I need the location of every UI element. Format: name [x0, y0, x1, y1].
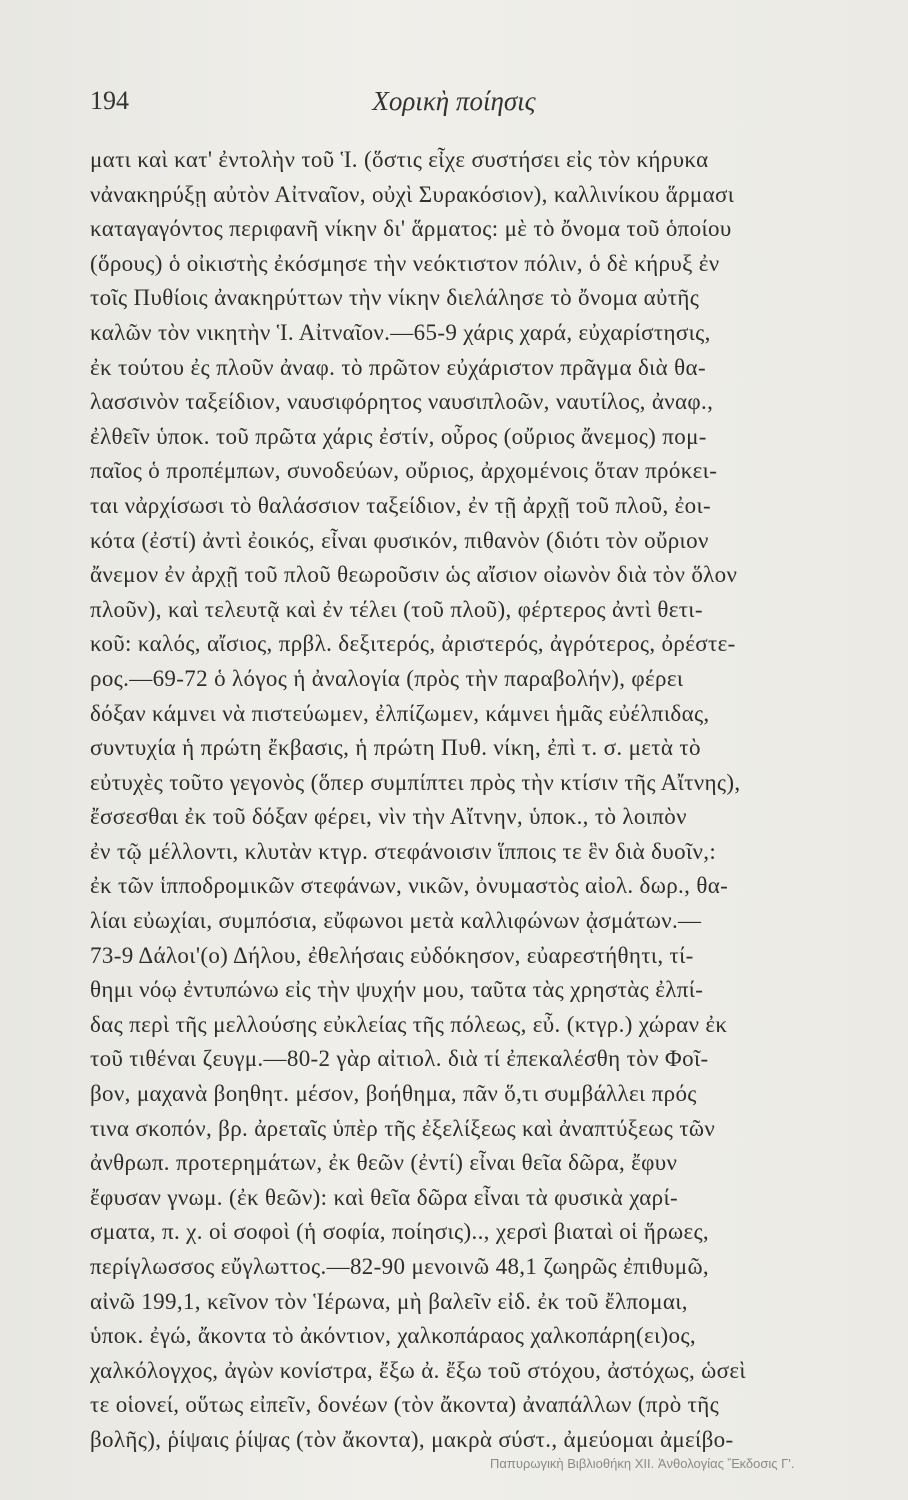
text-line: πλοῦν), καὶ τελευτᾷ καὶ ἐν τέλει (τοῦ πλοῦ), φέρτερος ἀντὶ θετι-: [90, 596, 703, 622]
text-line: περίγλωσσος εὔγλωττος.—82-90 μενοινῶ 48,1 ζωηρῶς ἐπιθυμῶ,: [90, 1254, 710, 1279]
page-number: 194: [90, 86, 129, 115]
text-line: καλῶν τὸν νικητὴν Ἱ. Αἰτναῖον.—65-9 χάρις χαρά, εὐχαρίστησις,: [90, 319, 711, 345]
text-line: ἔσσεσθαι ἐκ τοῦ δόξαν φέρει, νὶν τὴν Αἴτνην, ὑποκ., τὸ λοιπὸν: [90, 804, 687, 830]
text-line: ἐκ τούτου ἐς πλοῦν ἀναφ. τὸ πρῶτον εὐχάριστον πρᾶγμα διὰ θα-: [90, 354, 706, 380]
text-line: ἐκ τῶν ἱπποδρομικῶν στεφάνων, νικῶν, ὀνυμαστὸς αἰολ. δωρ., θα-: [90, 873, 729, 899]
text-line: τοῖς Πυθίοις ἀνακηρύττων τὴν νίκην διελάλησε τὸ ὄνομα αὐτῆς: [90, 285, 700, 311]
text-line: σματα, π. χ. οἱ σοφοὶ (ἡ σοφία, ποίησις).., χερσὶ βιαταὶ οἱ ἥρωες,: [90, 1219, 710, 1245]
text-line: βον, μαχανὰ βοηθητ. μέσον, βοήθημα, πᾶν ὅ,τι συμβάλλει πρός: [90, 1081, 697, 1107]
text-line: συντυχία ἡ πρώτη ἔκβασις, ἡ πρώτη Πυθ. νίκη, ἐπὶ τ. σ. μετὰ τὸ: [90, 735, 701, 761]
text-line: χαλκόλογχος, ἀγὼν κονίστρα, ἔξω ἀ. ἔξω τοῦ στόχου, ἀστόχως, ὡσεὶ: [90, 1357, 746, 1383]
page-header: [0, 86, 908, 126]
text-line: ται νἀρχίσωσι τὸ θαλάσσιον ταξείδιον, ἐν τῇ ἀρχῇ τοῦ πλοῦ, ἐοι-: [90, 492, 712, 518]
text-line: ἐν τῷ μέλλοντι, κλυτὰν κτγρ. στεφάνοισιν ἵπποις τε ἓν διὰ δυοῖν,:: [90, 838, 717, 864]
text-line: παῖος ὁ προπέμπων, συνοδεύων, οὔριος, ἀρχομένοις ὅταν πρόκει-: [90, 458, 718, 484]
text-line: ἄνεμον ἐν ἀρχῇ τοῦ πλοῦ θεωροῦσιν ὡς αἴσιον οἰωνὸν διὰ τὸν ὅλον: [90, 562, 738, 588]
text-line: ὑποκ. ἐγώ, ἄκοντα τὸ ἀκόντιον, χαλκοπάραος χαλκοπάρη(ει)ος,: [90, 1323, 696, 1349]
text-line: βολῆς), ῥίψαις ῥίψας (τὸν ἄκοντα), μακρὰ σύστ., ἀμεύομαι ἀμείβο-: [90, 1426, 734, 1452]
text-line: 73-9 Δάλοι'(ο) Δήλου, ἐθελήσαις εὐδόκησον, εὐαρεστήθητι, τί-: [90, 942, 694, 968]
text-line: δας περὶ τῆς μελλούσης εὐκλείας τῆς πόλεως, εὖ. (κτγρ.) χώραν ἐκ: [90, 1011, 728, 1037]
text-line: ἔφυσαν γνωμ. (ἐκ θεῶν): καὶ θεῖα δῶρα εἶναι τὰ φυσικὰ χαρί-: [90, 1184, 679, 1210]
text-line: τινα σκοπόν, βρ. ἀρεταῖς ὑπὲρ τῆς ἐξελίξεως καὶ ἀναπτύξεως τῶν: [90, 1115, 716, 1141]
text-line: ματι καὶ κατ' ἐντολὴν τοῦ Ἱ. (ὅστις εἶχε συστήσει εἰς τὸν κήρυκα: [90, 147, 709, 172]
text-line: λίαι εὐωχίαι, συμπόσια, εὔφωνοι μετὰ καλλιφώνων ᾀσμάτων.—: [90, 908, 702, 934]
text-line: δόξαν κάμνει νὰ πιστεύωμεν, ἐλπίζωμεν, κάμνει ἡμᾶς εὐέλπιδας,: [90, 700, 710, 726]
text-line: αἰνῶ 199,1, κεῖνον τὸν Ἱέρωνα, μὴ βαλεῖν εἰδ. ἐκ τοῦ ἔλπομαι,: [90, 1288, 688, 1314]
text-line: καταγαγόντος περιφανῆ νίκην δι' ἅρματος: μὲ τὸ ὄνομα τοῦ ὁποίου: [90, 216, 732, 242]
text-line: κοῦ: καλός, αἴσιος, πρβλ. δεξιτερός, ἀριστερός, ἀγρότερος, ὀρέστε-: [90, 631, 736, 657]
text-line: (ὅρους) ὁ οἰκιστὴς ἐκόσμησε τὴν νεόκτιστον πόλιν, ὁ δὲ κήρυξ ἐν: [90, 250, 720, 276]
text-line: ἐλθεῖν ὑποκ. τοῦ πρῶτα χάρις ἐστίν, οὖρος (οὔριος ἄνεμος) πομ-: [90, 423, 707, 449]
text-line: θημι νόῳ ἐντυπώνω εἰς τὴν ψυχήν μου, ταῦτα τὰς χρηστὰς ἐλπί-: [90, 977, 704, 1003]
body-text: [90, 143, 902, 1458]
text-line: λασσινὸν ταξείδιον, ναυσιφόρητος ναυσιπλοῶν, ναυτίλος, ἀναφ.,: [90, 389, 714, 415]
running-title: Χορικὴ ποίησις: [372, 86, 536, 116]
page-footnote: Παπυρωγικὴ Βιβλιοθήκη ΧΙΙ. Ἀνθολογίας Ἔκδοσις Γ'.: [490, 1456, 795, 1471]
text-line: τε οἱονεί, οὕτως εἰπεῖν, δονέων (τὸν ἄκοντα) ἀναπάλλων (πρὸ τῆς: [90, 1392, 720, 1418]
text-line: ἀνθρωπ. προτερημάτων, ἐκ θεῶν (ἐντί) εἶναι θεῖα δῶρα, ἔφυν: [90, 1150, 678, 1176]
text-line: κότα (ἐστί) ἀντὶ ἐοικός, εἶναι φυσικόν, πιθανὸν (διότι τὸν οὔριον: [90, 527, 709, 553]
text-line: εὐτυχὲς τοῦτο γεγονὸς (ὅπερ συμπίπτει πρὸς τὴν κτίσιν τῆς Αἴτνης),: [90, 769, 741, 795]
text-line: ρος.—69-72 ὁ λόγος ἡ ἀναλογία (πρὸς τὴν παραβολήν), φέρει: [90, 665, 684, 691]
text-line: τοῦ τιθέναι ζευγμ.—80-2 γὰρ αἰτιολ. διὰ τί ἐπεκαλέσθη τὸν Φοῖ-: [90, 1046, 709, 1072]
text-line: νἀνακηρύξῃ αὐτὸν Αἰτναῖον, οὐχὶ Συρακόσιον), καλλινίκου ἅρμασι: [90, 181, 735, 207]
